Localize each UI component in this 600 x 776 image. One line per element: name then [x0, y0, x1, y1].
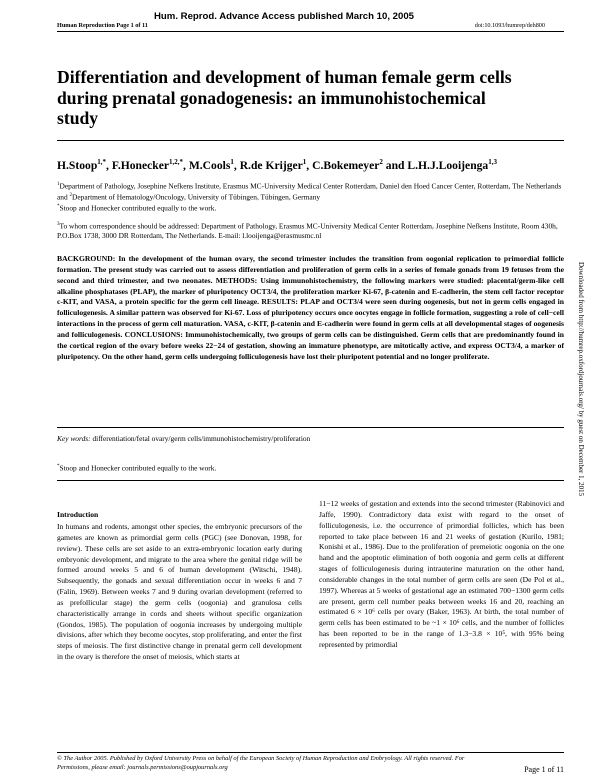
equal-contribution-note: *Stoop and Honecker contributed equally to the work.: [57, 463, 217, 473]
article-title: Differentiation and development of human female germ cells during prenatal gonadogenesis: an immunohistochemical study: [57, 67, 512, 129]
author-sup: 1: [302, 158, 307, 166]
doi-label: doi:10.1093/humrep/deh800: [474, 22, 545, 29]
correspondence-block: $^3$To whom correspondence should be addressed: Department of Pathology, Erasmus MC-University Medical Center Rotterdam, Josephine Nefkens Institute, Room 430h, P.O.Box 1738, 3000 DR Rotterdam, The Netherlands. E-mail: l.looijenga@erasmusmc.nl: [57, 221, 558, 241]
author-sup: 1,2,*: [169, 158, 184, 166]
intro-column-left: In humans and rodents, amongst other species, the embryonic precursors of the gametes are known as primordial germ cells (PGC) (see Donovan, 1998, for review). These cells are set aside to an extra-embryonic location early during embryonic development, and migrate to the area where the genital ridge will be formed around weeks 5 and 6 of human development (Witschi, 1948). Subsequently, the gonads and sexual differentiation occur in weeks 6 and 7 (Falin, 1969). Between weeks 7 and 9 during ovarian development (referred to as prefollicular stage) the germ cells (oogonia) and granulosa cells characteristically arrange in cords and sheets without specific organization (Gondos, 1985). The population of oogonia increases by undergoing multiple divisions, after which they become oocytes, stop proliferating, and enter the first steps of meiosis. The first distinctive change in prenatal germ cell development in the ovary is therefore the onset of meiosis, which starts at: [57, 522, 302, 662]
download-note: Downloaded from http://humrep.oxfordjournals.org/ by guest on December 1, 2015: [577, 262, 585, 497]
author-sup: 1,3: [488, 158, 497, 166]
author-name: H.Stoop: [57, 158, 98, 172]
author-sup: 1,*: [97, 158, 107, 166]
author-name: M.Cools: [188, 158, 231, 172]
keywords: Key words: differentiation/fetal ovary/germ cells/immunohistochemistry/proliferation: [57, 434, 311, 443]
title-rule: [57, 140, 564, 141]
affiliation-block: $^1$Department of Pathology, Josephine Nefkens Institute, Erasmus MC-University Medical Center Rotterdam, Daniel den Hoed Cancer Center, Rotterdam, The Netherlands and $^2$Department of Hematology/Oncology, University of Tübingen, Tübingen, Germany *Stoop and Honecker contributed equally to the work.: [57, 181, 562, 213]
download-sidebar: [577, 262, 587, 742]
copyright-footer: © The Author 2005. Published by Oxford University Press on behalf of the European Society of Human Reproduction and Embryology. All rights reserved. For Permissions, please email: journals.permissions@oupjournals.org: [57, 755, 465, 771]
keywords-rule: [57, 480, 564, 481]
advance-access-line: Hum. Reprod. Advance Access published March 10, 2005: [154, 11, 415, 22]
intro-column-right: 11−12 weeks of gestation and extends into the second trimester (Rabinovici and Jaffe, 1990). Contradictory data exist with regard to the onset of folliculogenesis, i.e. the occurrence of primordial follicles, which has been reported to take place between 16 and 21 weeks of gestation (Kurilo, 1981; Konishi et al., 1986). Due to the proliferation of premeiotic oogonia on the one hand and the apoptotic elimination of both oogonia and germ cells at different stages of folliculogenesis during intrauterine maturation on the other hand, considerable changes in the total number of germ cells are seen (De Pol et al., 1997). Whereas at 5 weeks of gestational age an estimated 700−1300 germ cells are present, germ cell number peaks between weeks 16 and 20, reaching an estimated 6 × 10⁶ cells per ovary (Baker, 1963). At birth, the total number of germ cells has been estimated to be ~1 × 10⁶ cells, and the number of follicles has been reported to be in the range of 1.3−3.8 × 10⁵, with 95% being represented by primordial: [319, 499, 564, 649]
author-name: R.de Krijger: [239, 158, 303, 172]
abstract: BACKGROUND: In the development of the human ovary, the second trimester includes the transition from oogonial replication to primordial follicle formation. The present study was carried out to assess differentiation and proliferation of germ cells in a series of female gonads from 19 fetuses from the second and third trimester, and two neonates. METHODS: Using immunohistochemistry, the following markers were studied: placental/germ-like cell alkaline phosphatases (PLAP), the marker of pluripotency OCT3/4, the proliferation marker Ki-67, β-catenin and E-cadherin, the stem cell factor receptor c-KIT, and VASA, a protein specific for the germ cell lineage. RESULTS: PLAP and OCT3/4 were seen during oogenesis, but not in germ cells engaged in folliculogenesis. A similar pattern was observed for Ki-67. Loss of pluripotency occurs once oocytes engage in follicle formation, suggesting a role of cell−cell interactions in the process of germ cell maturation. VASA, c-KIT, β-catenin and E-cadherin were found in germ cells at all developmental stages of oogenesis and folliculogenesis. CONCLUSIONS: Immunohistochemically, two groups of germ cells can be distinguished. Germ cells that are predominantly found in the cortical region of the ovary before weeks 22−24 of gestation, showing an immature phenotype, are mitotically active, and express OCT3/4, a marker of pluripotency. On the other hand, germ cells undergoing folliculogenesis have lost their pluripotent potential and no longer proliferate.: [57, 254, 564, 361]
author-name: L.H.J.Looijenga: [407, 158, 489, 172]
abstract-rule: [57, 427, 564, 428]
section-heading-introduction: Introduction: [57, 510, 99, 519]
footer-rule: [57, 752, 564, 753]
page-number: Page 1 of 11: [524, 765, 564, 774]
author-list: H.Stoop$^{1,*}$, F.Honecker$^{1,2,*}$, M.Cools$^1$, R.de Krijger$^1$, C.Bokemeyer$^2$ and L.H.J.Looijenga$^{1,3}$: [57, 158, 497, 172]
author-name: F.Honecker: [111, 158, 170, 172]
author-name: C.Bokemeyer: [312, 158, 380, 172]
journal-page-label: Human Reproduction Page 1 of 11: [57, 22, 148, 29]
author-sup: 1: [230, 158, 234, 166]
author-sup: 2: [379, 158, 383, 166]
header-rule: [57, 31, 564, 32]
